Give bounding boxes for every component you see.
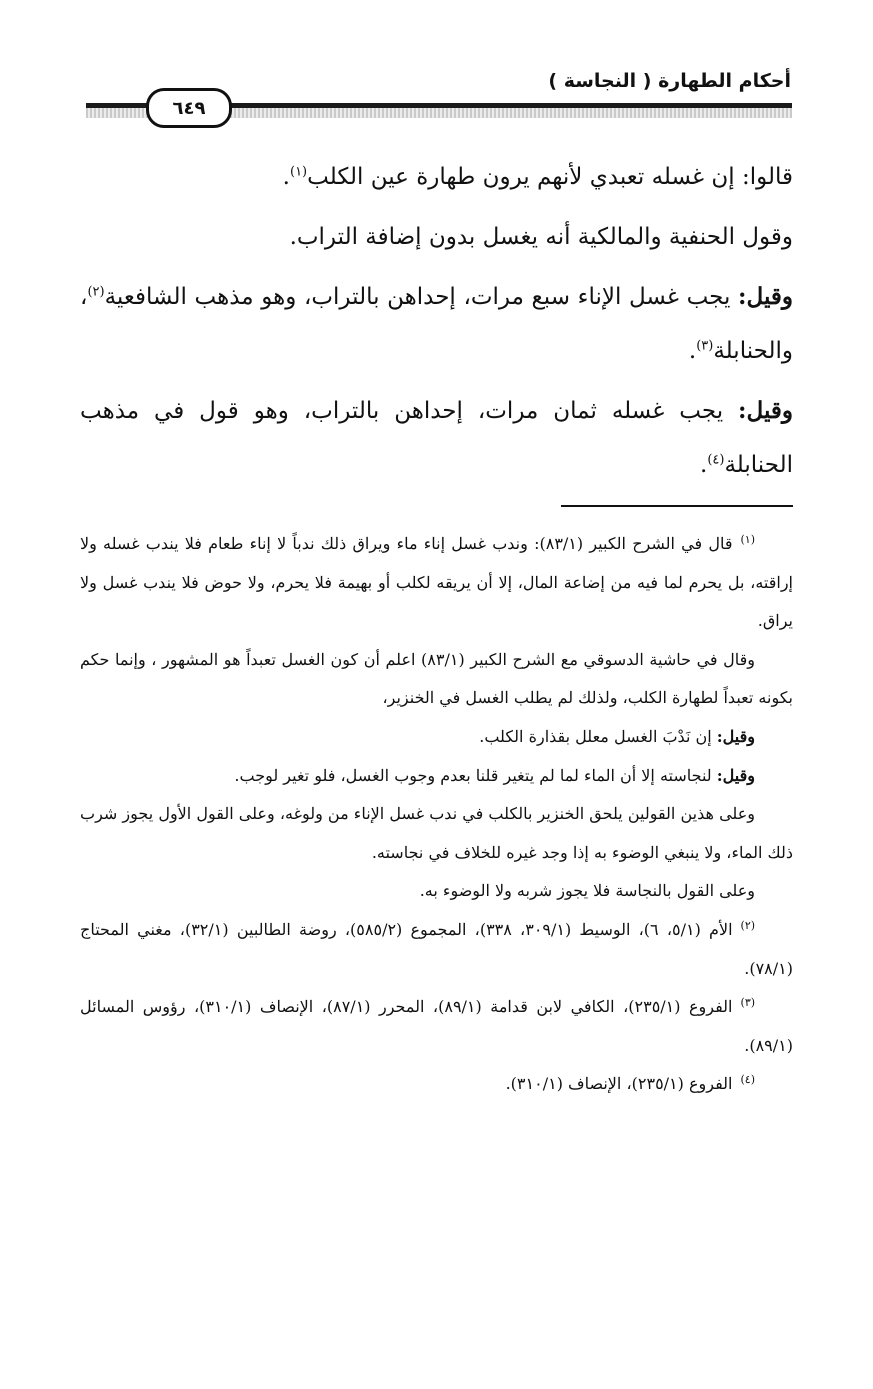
- footnote-1-para-2-text: وقال في حاشية الدسوقي مع الشرح الكبير (٨٣/١) اعلم أن كون الغسل تعبداً هو المشهور ، وإنما حكم بكونه تعبداً لطهارة الكلب، ولذلك لم يطلب الغسل في الخنزير،: [80, 649, 793, 708]
- footnote-1-text: قال في الشرح الكبير (٨٣/١): وندب غسل إناء ماء ويراق ذلك ندباً لا إناء طعام فلا يندب غسله ولا إراقته، بل يحرم لما فيه من إضاعة المال، إلا أن يريقه لكلب أو بهيمة فلا يحرم، ولا حوض فلا يندب غسل ولا يراق.: [80, 534, 793, 631]
- page-number: ٦٤٩: [172, 97, 206, 119]
- footnote-ref-3[interactable]: (٣): [696, 338, 714, 354]
- footnote-2-mark: (٢): [740, 918, 756, 932]
- footnote-1-quote-2-lead: وقيل:: [716, 765, 755, 785]
- footnote-1-para-3-text: وعلى هذين القولين يلحق الخنزير بالكلب في ندب غسل الإناء من ولوغه، وعلى القول الأول يجوز شرب ذلك الماء، ولا ينبغي الوضوء به إذا وجد غيره للخلاف في نجاسته.: [80, 804, 793, 862]
- footnote-2: [80, 911, 793, 988]
- footnote-4: [80, 1065, 793, 1104]
- footnote-3: [80, 988, 793, 1065]
- paragraph-3-mid: ، والحنابلة: [80, 284, 793, 364]
- footnote-separator: [0, 505, 873, 506]
- paragraph-4-text: يجب غسله ثمان مرات، إحداهن بالتراب، وهو قول في مذهب الحنابلة: [80, 398, 793, 478]
- footnote-2-text: الأم (٥/١، ٦)، الوسيط (٣٠٩/١، ٣٣٨)، المجموع (٥٨٥/٢)، روضة الطالبين (٣٢/١)، مغني المحتاج (٧٨/١).: [80, 919, 793, 978]
- footnote-1-para-3: [80, 795, 793, 872]
- footnote-1-quote-1: [80, 718, 793, 757]
- footnote-4-mark: (٤): [740, 1072, 755, 1086]
- paragraph-2-text: وقول الحنفية والمالكية أنه يغسل بدون إضافة التراب.: [289, 224, 793, 250]
- paragraph-1-end: .: [282, 164, 290, 190]
- footnote-4-text: الفروع (٢٣٥/١)، الإنصاف (٣١٠/١).: [505, 1074, 733, 1094]
- footnote-ref-4[interactable]: (٤): [707, 452, 725, 468]
- footnote-1-para-2: [80, 641, 793, 718]
- footnote-1-para-4: [80, 872, 793, 911]
- paragraph-3-text: يجب غسل الإناء سبع مرات، إحداهن بالتراب، وهو مذهب الشافعية: [104, 284, 739, 310]
- footnote-ref-2[interactable]: (٢): [87, 284, 105, 300]
- footnote-3-mark: (٣): [740, 995, 756, 1009]
- paragraph-2: [80, 210, 793, 264]
- footnote-3-text: الفروع (٢٣٥/١)، الكافي لابن قدامة (٨٩/١)، المحرر (٨٧/١)، الإنصاف (٣١٠/١)، رؤوس المسائل (٨٩/١).: [80, 997, 793, 1055]
- footnote-1-quote-2: [80, 757, 793, 796]
- footnote-1-mark: (١): [740, 532, 756, 546]
- paragraph-3-lead: وقيل:: [738, 283, 793, 310]
- running-header-title: أحكام الطهارة ( النجاسة ): [548, 70, 791, 92]
- paragraph-3: [80, 270, 793, 378]
- footnote-1-quote-1-text: إن نَدْبَ الغسل معلل بقذارة الكلب.: [479, 726, 717, 746]
- main-text: [80, 150, 793, 498]
- footnote-1-para-4-text: وعلى القول بالنجاسة فلا يجوز شربه ولا الوضوء به.: [419, 881, 755, 901]
- footnote-1-quote-1-lead: وقيل:: [716, 726, 755, 746]
- paragraph-4-lead: وقيل:: [738, 397, 793, 424]
- page-number-badge: [146, 88, 232, 128]
- paragraph-1: [80, 150, 793, 204]
- paragraph-4: [80, 384, 793, 492]
- paragraph-3-end: .: [688, 338, 697, 364]
- footnotes: [80, 525, 793, 1104]
- footnote-ref-1[interactable]: (١): [289, 164, 308, 180]
- footnote-1-quote-2-text: لنجاسته إلا أن الماء لما لم يتغير قلنا بعدم وجوب الغسل، فلو تغير لوجب.: [234, 765, 717, 785]
- paragraph-1-text: قالوا: إن غسله تعبدي لأنهم يرون طهارة عين الكلب: [307, 164, 793, 190]
- paragraph-4-end: .: [700, 452, 708, 478]
- footnote-1: [80, 525, 793, 641]
